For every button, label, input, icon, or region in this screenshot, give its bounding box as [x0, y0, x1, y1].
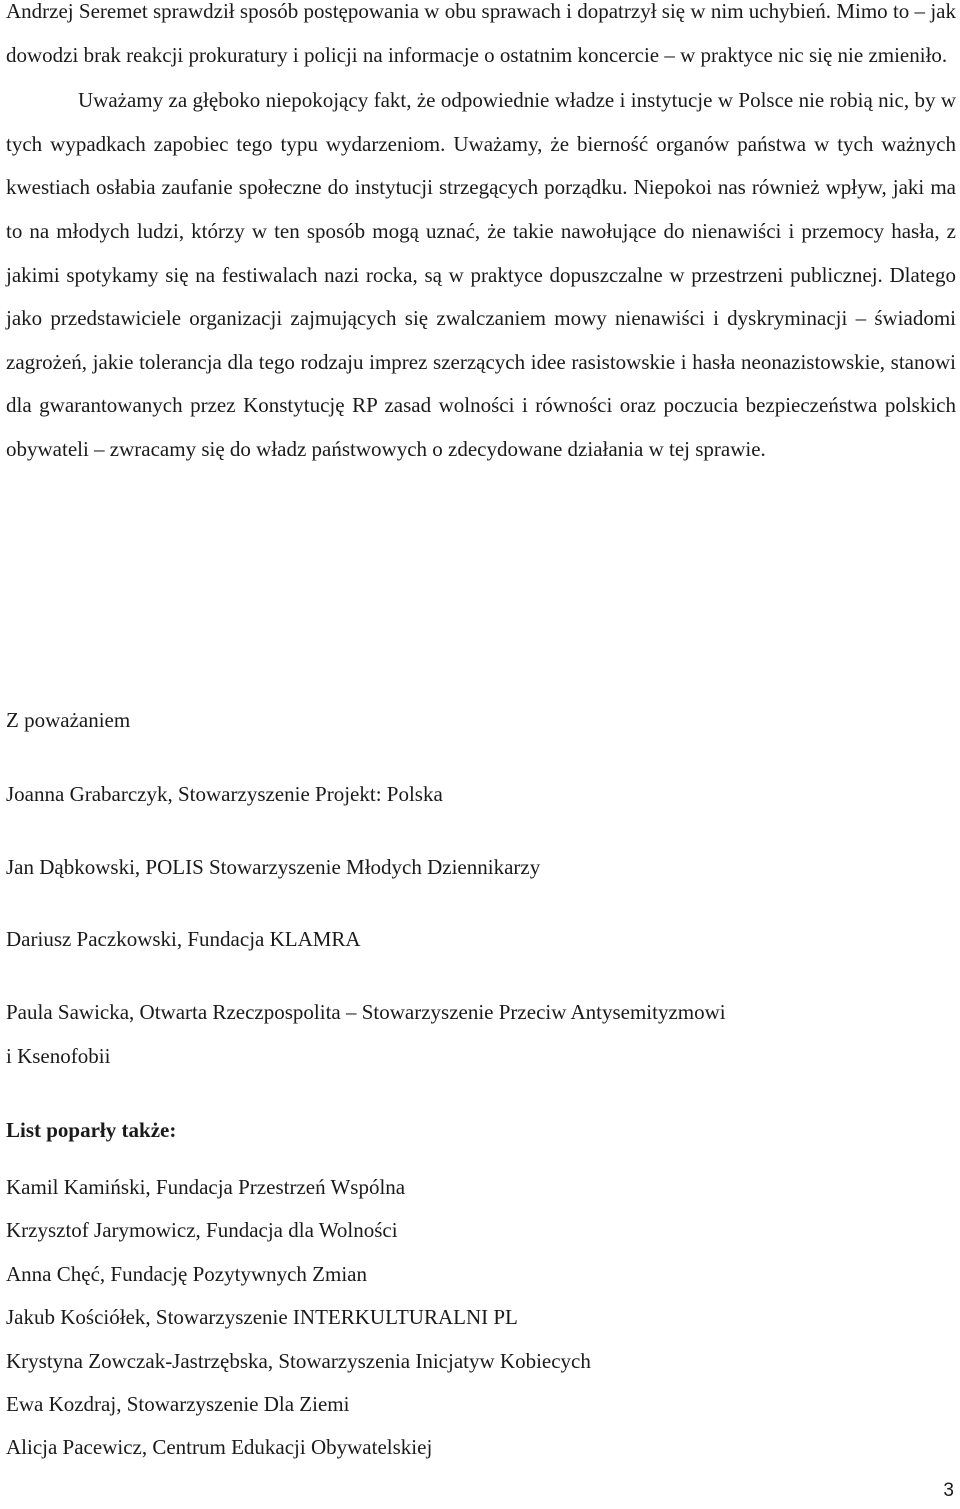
body-paragraph: Uważamy za głęboko niepokojący fakt, że odpowiednie władze i instytucje w Polsce nie robią nic, by w tych wypadkach zapobiec tego typu wydarzeniom. Uważamy, że bierność organów państwa w tych ważnych kwestiach osłabia zaufanie społeczne do instytucji strzegących porządku. Niepokoi nas również wpływ, jaki ma to na młodych ludzi, którzy w ten sposób mogą uznać, że takie nawołujące do nienawiści i przemocy hasła, z jakimi spotykamy się na festiwalach nazi rocka, są w praktyce dopuszczalne w przestrzeni publicznej. Dlatego jako przedstawiciele organizacji zajmujących się zwalczaniem mowy nienawiści i dyskryminacji – świadomi zagrożeń, jakie tolerancja dla tego rodzaju imprez szerzących idee rasistowskie i hasła neonazistowskie, stanowi dla gwarantowanych przez Konstytucję RP zasad wolności i równości oraz poczucia bezpieczeństwa polskich obywateli – zwracamy się do władz państwowych o zdecydowane działania w tej sprawie.: [6, 88, 956, 461]
supporter-item: Krzysztof Jarymowicz, Fundacja dla Wolności: [6, 1218, 398, 1243]
supporter-item: Krystyna Zowczak-Jastrzębska, Stowarzyszenia Inicjatyw Kobiecych: [6, 1348, 591, 1373]
signatory-line: Paula Sawicka, Otwarta Rzeczpospolita – Stowarzyszenie Przeciw Antysemityzmowi: [6, 1000, 726, 1024]
document-page: [6, 0, 956, 1460]
supporter-item: Alicja Pacewicz, Centrum Edukacji Obywatelskiej: [6, 1435, 433, 1460]
supporters-heading: List poparły także:: [6, 1118, 177, 1142]
closing-salutation: Z poważaniem: [6, 708, 131, 732]
body-paragraph: Andrzej Seremet sprawdził sposób postępowania w obu sprawach i dopatrzył się w nim uchybień. Mimo to – jak dowodzi brak reakcji prokuratury i policji na informacje o ostatnim koncercie – w praktyce nic się nie zmieniło.: [6, 0, 956, 67]
signatory-line-continuation: i Ksenofobii: [6, 1044, 111, 1068]
signatory-line: Jan Dąbkowski, POLIS Stowarzyszenie Młodych Dziennikarzy: [6, 855, 541, 879]
supporter-item: Anna Chęć, Fundację Pozytywnych Zmian: [6, 1261, 367, 1286]
supporter-item: Jakub Kościółek, Stowarzyszenie INTERKULTURALNI PL: [6, 1305, 518, 1330]
supporter-item: Kamil Kamiński, Fundacja Przestrzeń Wspólna: [6, 1175, 406, 1199]
supporters-list: [6, 1166, 591, 1470]
signatory-line: Dariusz Paczkowski, Fundacja KLAMRA: [6, 927, 361, 951]
signatory-line: Joanna Grabarczyk, Stowarzyszenie Projekt: Polska: [6, 782, 443, 806]
supporter-item: Ewa Kozdraj, Stowarzyszenie Dla Ziemi: [6, 1392, 350, 1417]
page-number: 3: [943, 1480, 954, 1501]
